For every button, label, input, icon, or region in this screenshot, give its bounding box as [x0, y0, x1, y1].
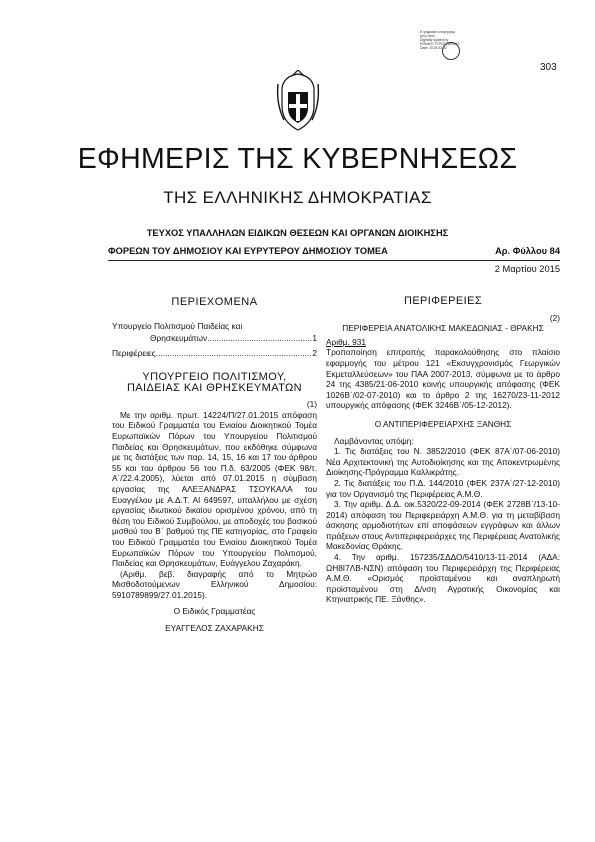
stamp-line: μένο από	[420, 34, 435, 38]
gazette-title: ΕΦΗΜΕΡΙΣ ΤΗΣ ΚΥΒΕΡΝΗΣΕΩΣ	[77, 143, 518, 175]
ministry-heading-line2: ΠΑΙΔΕΙΑΣ ΚΑΙ ΘΡΗΣΚΕΥΜΑΤΩΝ	[126, 381, 303, 394]
gazette-subtitle: ΤΗΣ ΕΛΛΗΝΙΚΗΣ ΔΗΜΟΚΡΑΤΙΑΣ	[163, 188, 432, 207]
regions-heading: ΠΕΡΙΦΕΡΕΙΕΣ	[403, 295, 483, 307]
toc-item-page: 1	[312, 333, 317, 343]
issue-type-line2: ΦΟΡΕΩΝ ΤΟΥ ΔΗΜΟΣΙΟΥ ΚΑΙ ΕΥΡΥΤΕΡΟΥ ΔΗΜΟΣΙΟΥ ΤΟΜΕΑ	[108, 246, 388, 256]
consideration-point: 2. Τις διατάξεις του Π.Δ. 144/2010 (ΦΕΚ 237Α΄/27-12-2010) για τον Οργανισμό της Περιφέρειας Α.Μ.Θ.	[326, 477, 560, 499]
toc-item-page: 2	[312, 348, 317, 358]
signer-name: ΕΥΑΓΓΕΛΟΣ ΖΑΧΑΡΑΚΗΣ	[165, 623, 264, 634]
stamp-line: Digitally signed by	[420, 38, 449, 42]
toc-leader-dots	[207, 332, 312, 344]
issue-type-line1: ΤΕΥΧΟΣ ΥΠΑΛΛΗΛΩΝ ΕΙΔΙΚΩΝ ΘΕΣΕΩΝ ΚΑΙ ΟΡΓΑΝΩΝ ΔΙΟΙΚΗΣΗΣ	[146, 228, 449, 238]
toc-leader-dots	[156, 347, 313, 359]
page-number: 303	[540, 62, 557, 73]
digital-signature-stamp	[420, 30, 466, 72]
toc-heading: ΠΕΡΙΕΧΟΜΕΝΑ	[171, 296, 258, 308]
consideration-point: 1. Τις διατάξεις του Ν. 3852/2010 (ΦΕΚ 87Α΄/07-06-2010) Νέα Αρχιτεκτονική της Αυτοδιοίκησης και της Αποκεντρωμένης Διοίκησης-Πρόγραμμα Καλλικράτης.	[326, 446, 560, 478]
toc-item[interactable]	[112, 347, 317, 359]
ministry-section	[112, 372, 317, 634]
toc-item-line[interactable]: Υπουργείο Πολιτισμού Παιδείας και	[112, 321, 243, 331]
authority-title: Ο ΑΝΤΙΠΕΡΙΦΕΡΕΙΑΡΧΗΣ ΞΑΝΘΗΣ	[374, 418, 512, 429]
regions-section	[326, 296, 560, 605]
sheet-number: Αρ. Φύλλου 84	[495, 246, 560, 256]
toc-item-label: Θρησκευμάτων	[150, 333, 208, 343]
toc-item[interactable]	[112, 332, 317, 344]
item-number: (2)	[549, 312, 560, 323]
consideration-point: 4. Την αριθμ. 157235/ΣΔΔΟ/5410/13-11-2014 (ΑΔΑ: ΩΗ8Ι7ΛΒ-ΝΣΝ) απόφαση του Περιφερειάρχη της Περιφέρειας Α.Μ.Θ. «Ορισμός προϊσταμένου και αναπληρωτή προϊσταμένου στη Δ/νση Αγροτικής Οικονομίας και Κτηνιατρικής ΠΕ. Ξάνθης».	[326, 552, 560, 605]
stamp-line: ΕΘΝΙΚΟ ΤΥΠΟΓΡΑΦΕΙΟ	[420, 42, 460, 46]
signer-title: Ο Ειδικός Γραμματέας	[173, 606, 256, 617]
region-name: ΠΕΡΙΦΕΡΕΙΑ ΑΝΑΤΟΛΙΚΗΣ ΜΑΚΕΔΟΝΙΑΣ - ΘΡΑΚΗΣ	[342, 323, 544, 334]
decision-summary: Τροποποίηση επιτροπής παρακολούθησης στο πλαίσιο εφαρμογής του μέτρου 121 «Εκσυγχρονισμός Γεωργικών Εκμεταλλεύσεων» του ΠΑΑ 2007-2013, σύμφωνα με το άρθρο 24 της 4385/21-06-2010 κοινής υπουργικής απόφασης (ΦΕΚ 1026Β΄/02-07-2010) και το άρθρο 2 της 16270/23-11-2012 υπουργικής απόφασης (ΦΕΚ 3246Β΄/05-12-2012).	[326, 347, 560, 411]
stamp-line: Date: 2015.03.02	[420, 46, 447, 50]
consideration-point: 3. Την αριθμ. Δ.Δ. οικ.5320/22-09-2014 (ΦΕΚ 2728Β΄/13-10-2014) απόφαση του Περιφερειάρχη Α.Μ.Θ. για τη μεταβίβαση άσκησης αρμοδιοτήτων επί αποφάσεων εγγράφων και άλλων πράξεων στους Αντιπεριφερειάρχες της Περιφέρειας Ανατολικής Μακεδονίας Θράκης.	[326, 499, 560, 552]
deletion-note: (Αριθμ. βεβ. διαγραφής από το Μητρώο Μισθοδοτούμενων Ελληνικού Δημοσίου: 5910789899/27.01.2015).	[112, 568, 317, 600]
item-number: (1)	[306, 399, 317, 410]
ministry-heading-line1: ΥΠΟΥΡΓΕΙΟ ΠΟΛΙΤΙΣΜΟΥ,	[142, 371, 287, 383]
considering-label: Λαμβάνοντας υπόψη:	[334, 435, 414, 446]
header-divider	[108, 260, 560, 261]
table-of-contents	[112, 320, 317, 359]
stamp-seal-icon	[442, 42, 460, 60]
stamp-line: Ε ψηφιακά υπογεγραμ	[420, 30, 455, 34]
toc-item-label: Περιφέρειες	[112, 348, 156, 358]
greek-coat-of-arms-icon	[274, 70, 322, 134]
decision-number: Αριθμ. 931	[326, 336, 366, 347]
issue-date: 2 Μαρτίου 2015	[494, 264, 560, 274]
decision-body: Με την αριθμ. πρωτ. 14224/Π/27.01.2015 απόφαση του Ειδικού Γραμματέα του Ενιαίου Διοικητικού Τομέα Ευρωπαϊκών Πόρων του Υπουργείου Πολιτισμού Παιδείας και Θρησκευμάτων, που εκδόθηκε σύμφωνα με τις διατάξεις των παρ. 14, 15, 16 και 17 του άρθρου 55 και του άρθρου 56 του Π.δ. 63/2005 (ΦΕΚ 98/τ. Α΄/22.4.2005), λύεται από 07.01.2015 η σύμβαση εργασίας της ΑΛΕΞΑΝΔΡΑΣ ΤΣΟΥΚΑΛΑ του Ευαγγέλου με Α.Δ.Τ. ΑΙ 649597, υπαλλήλου με σχέση εργασίας ιδιωτικού δικαίου ορισμένου χρόνου, από τη θέση του Ειδικού Συμβούλου, με αποδοχές του βασικού μισθού του Β΄ βαθμού της ΠΕ κατηγορίας, στο Γραφείο του Ειδικού Γραμματέα του Ενιαίου Διοικητικού Τομέα Ευρωπαϊκών Πόρων του Υπουργείου Πολιτισμού, Παιδείας και Θρησκευμάτων, Ευάγγελου Ζαχαράκη.	[112, 409, 317, 569]
